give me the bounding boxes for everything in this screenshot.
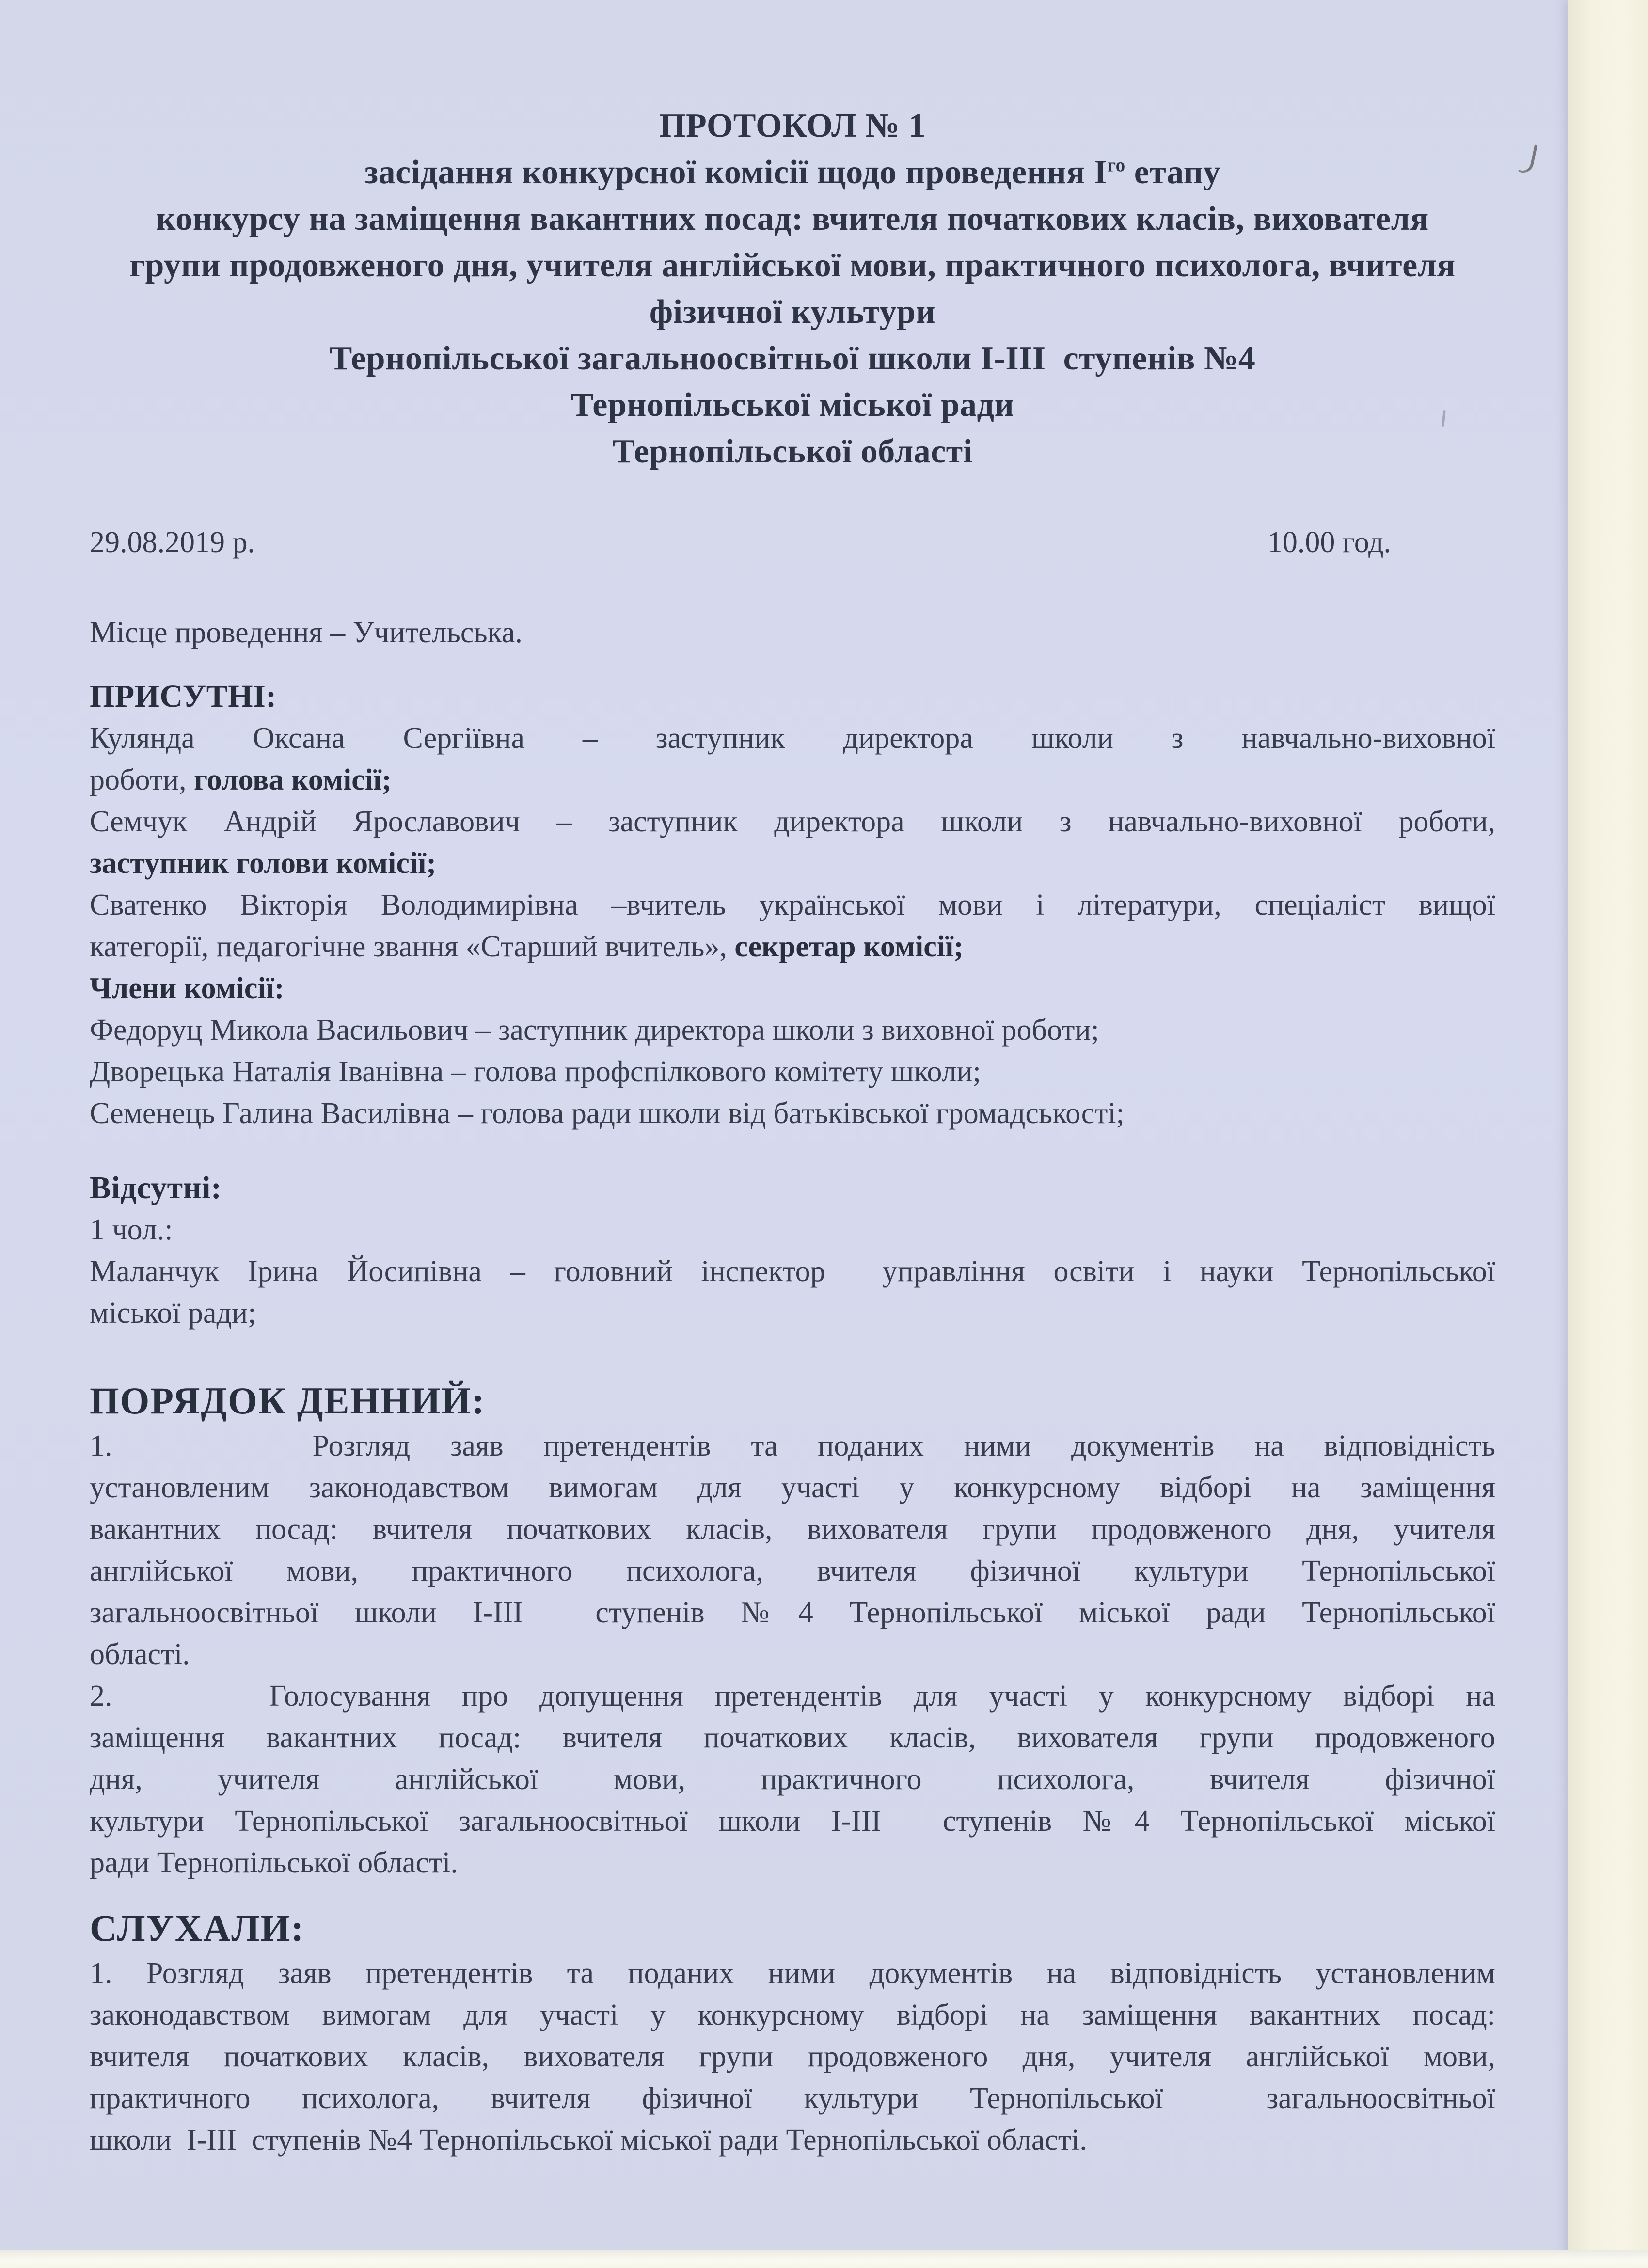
text-segment: категорії, педагогічне звання «Старший вчитель», — [90, 930, 735, 963]
text-segment-bold: Члени комісії: — [90, 972, 285, 1005]
title-line — [90, 428, 1495, 475]
text-line — [90, 759, 1495, 801]
text-line — [90, 1009, 1495, 1051]
text-segment: області. — [90, 1638, 190, 1671]
text-line — [90, 1051, 1495, 1093]
text-line — [90, 717, 1495, 759]
text-segment: ради Тернопільської області. — [90, 1846, 458, 1879]
title-text: засідання конкурсної комісії щодо проведення І — [364, 154, 1108, 191]
text-segment: Федоруц Микола Васильович – заступник директора школи з виховної роботи; — [90, 1014, 1099, 1047]
text-line — [90, 1425, 1495, 1467]
text-segment: практичного психолога, вчителя фізичної культури Тернопільської загальноосвітньої — [90, 2082, 1495, 2115]
text-line — [90, 1209, 1495, 1251]
text-line — [90, 1634, 1495, 1675]
text-line — [90, 1800, 1495, 1842]
text-segment: вакантних посад: вчителя початкових класів, вихователя групи продовженого дня, учителя — [90, 1513, 1495, 1546]
text-segment: Семенець Галина Василівна – голова ради школи від батьківської громадськості; — [90, 1097, 1125, 1130]
title-text: конкурсу на заміщення вакантних посад: вчителя початкових класів, вихователя — [156, 200, 1429, 238]
title-line — [90, 335, 1495, 382]
title-text: Тернопільської загальноосвітньої школи І-ІІІ ступенів №4 — [329, 340, 1256, 377]
title-text: Тернопільської області — [612, 433, 973, 470]
section-agenda — [90, 1377, 1495, 1884]
text-line — [90, 1251, 1495, 1292]
title-text: групи продовженого дня, учителя англійської мови, практичного психолога, вчителя — [129, 247, 1456, 284]
section-absent — [90, 1167, 1495, 1334]
text-line — [90, 1759, 1495, 1800]
section-heading-heard: СЛУХАЛИ: — [90, 1907, 305, 1949]
title-text: ПРОТОКОЛ № 1 — [659, 107, 926, 144]
section-attendance — [90, 676, 1495, 1134]
text-segment: Кулянда Оксана Сергіївна – заступник директора школи з навчально-виховної — [90, 722, 1495, 755]
text-segment: дня, учителя англійської мови, практичного психолога, вчителя фізичної — [90, 1763, 1495, 1796]
text-segment: вчителя початкових класів, вихователя групи продовженого дня, учителя англійської мови, — [90, 2040, 1495, 2073]
text-line — [90, 842, 1495, 884]
text-line — [90, 884, 1495, 926]
title-line — [90, 149, 1495, 196]
text-line — [90, 1550, 1495, 1592]
scan-right-edge-band — [1568, 0, 1648, 2268]
text-segment: Маланчук Ірина Йосипівна – головний інспектор управління освіти і науки Тернопільської — [90, 1255, 1495, 1288]
text-line — [90, 1717, 1495, 1759]
text-line — [90, 1994, 1495, 2036]
text-segment-bold: голова комісії; — [194, 763, 392, 796]
text-line — [90, 967, 1495, 1009]
meeting-place: Місце проведення – Учительська. — [90, 616, 523, 649]
text-segment: Семчук Андрій Ярославович – заступник директора школи з навчально-виховної роботи, — [90, 805, 1495, 838]
text-segment-bold: заступник голови комісії; — [90, 847, 436, 880]
text-segment: установленим законодавством вимогам для участі у конкурсному відборі на заміщення — [90, 1471, 1495, 1504]
title-line — [90, 289, 1495, 335]
text-line — [90, 801, 1495, 842]
text-line — [90, 1952, 1495, 1994]
document-content — [90, 103, 1495, 2161]
text-line — [90, 1675, 1495, 1717]
title-text: Тернопільської міської ради — [570, 386, 1014, 424]
text-segment: Дворецька Наталія Іванівна – голова профспілкового комітету школи; — [90, 1055, 981, 1088]
meeting-date: 29.08.2019 р. — [90, 526, 255, 559]
title-text: етапу — [1125, 154, 1220, 191]
text-segment: міської ради; — [90, 1297, 256, 1330]
text-segment: англійської мови, практичного психолога, вчителя фізичної культури Тернопільської — [90, 1554, 1495, 1587]
text-segment: школи І-ІІІ ступенів №4 Тернопільської міської ради Тернопільської області. — [90, 2124, 1087, 2157]
text-line — [90, 2119, 1495, 2161]
section-heading-agenda: ПОРЯДОК ДЕННИЙ: — [90, 1380, 486, 1422]
meeting-time: 10.00 год. — [1267, 526, 1391, 559]
section-heading-attendance: ПРИСУТНІ: — [90, 679, 277, 714]
text-segment-bold: секретар комісії; — [734, 930, 964, 963]
text-line — [90, 1467, 1495, 1508]
text-segment: загальноосвітньої школи І-ІІІ ступенів №4 Тернопільської міської ради Тернопільської — [90, 1596, 1495, 1629]
section-heading-absent: Відсутні: — [90, 1170, 222, 1205]
title-line — [90, 103, 1495, 149]
document-sections — [90, 676, 1495, 2161]
text-segment: роботи, — [90, 763, 194, 796]
text-segment: законодавством вимогам для участі у конкурсному відборі на заміщення вакантних посад: — [90, 1998, 1495, 2031]
text-line — [90, 1292, 1495, 1334]
text-segment: Сватенко Вікторія Володимирівна –вчитель української мови і літератури, спеціаліст вищої — [90, 888, 1495, 921]
text-segment: культури Тернопільської загальноосвітньої школи І-ІІІ ступенів №4 Тернопільської міської — [90, 1805, 1495, 1838]
title-line — [90, 382, 1495, 428]
text-line — [90, 2036, 1495, 2078]
text-line — [90, 1592, 1495, 1634]
text-line — [90, 1842, 1495, 1884]
text-segment: 2. Голосування про допущення претендентів для участі у конкурсному відборі на — [90, 1680, 1495, 1713]
text-segment: 1. Розгляд заяв претендентів та поданих ними документів на відповідність установленим — [90, 1957, 1495, 1990]
text-line — [90, 1508, 1495, 1550]
section-heard — [90, 1904, 1495, 2161]
title-block — [90, 103, 1495, 475]
scan-bottom-edge-band — [0, 2250, 1648, 2268]
text-line — [90, 1093, 1495, 1134]
title-text: фізичної культури — [649, 293, 936, 331]
title-line — [90, 242, 1495, 289]
text-segment: 1. Розгляд заяв претендентів та поданих ними документів на відповідність — [90, 1429, 1495, 1462]
ink-smudge-mark — [1518, 143, 1537, 174]
text-segment: 1 чол.: — [90, 1213, 173, 1246]
title-line — [90, 196, 1495, 242]
text-line — [90, 926, 1495, 967]
text-line — [90, 2078, 1495, 2119]
text-segment: заміщення вакантних посад: вчителя початкових класів, вихователя групи продовженого — [90, 1721, 1495, 1754]
date-time-row — [90, 522, 1495, 563]
title-superscript: го — [1107, 155, 1125, 176]
